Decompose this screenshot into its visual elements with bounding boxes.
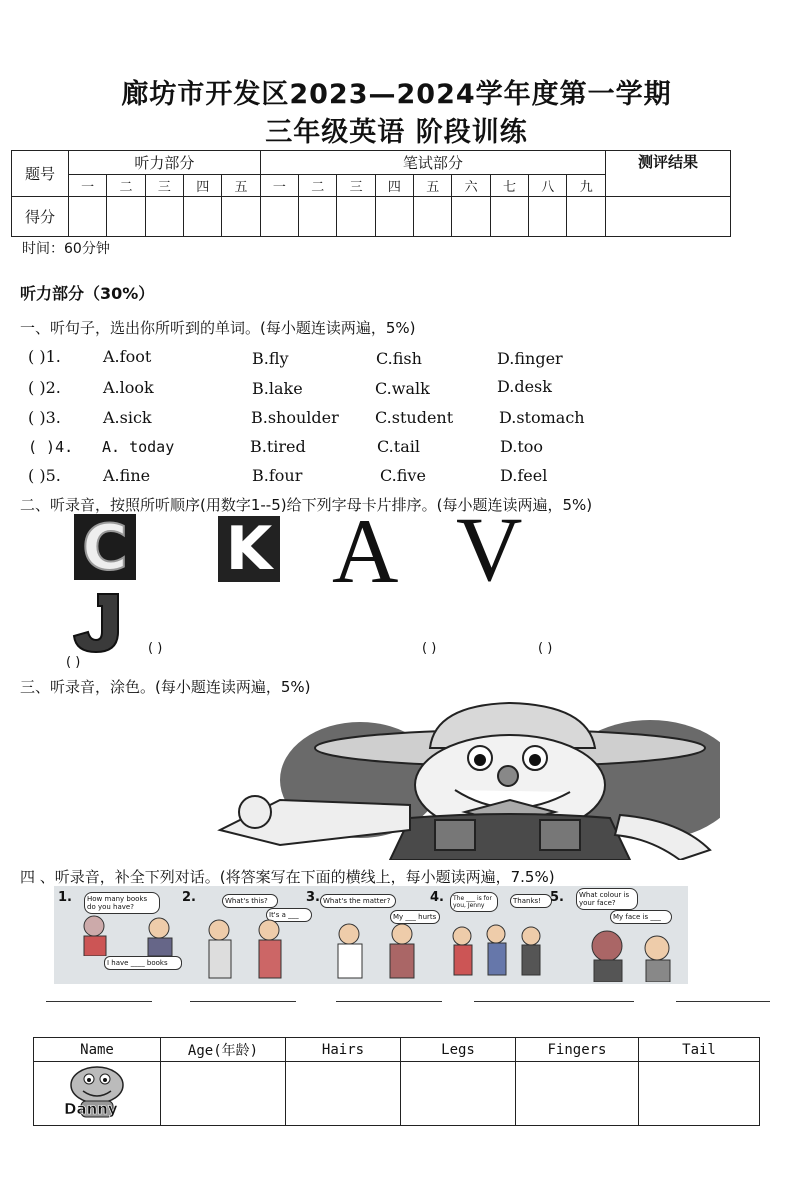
q3-number: ( )3.: [28, 408, 61, 427]
q4-option-b: B.tired: [250, 437, 306, 456]
letter-card-j: [68, 590, 124, 654]
letter-card-v: V: [456, 498, 523, 600]
score-cell[interactable]: [529, 197, 567, 237]
answer-line-1[interactable]: [46, 1001, 152, 1002]
hairs-cell[interactable]: [286, 1062, 401, 1126]
answer-line-4[interactable]: [474, 1001, 634, 1002]
score-cell[interactable]: [107, 197, 145, 237]
panel-1-people-icon: [74, 914, 184, 956]
score-cell[interactable]: [567, 197, 606, 237]
q2-option-d: D.desk: [497, 377, 552, 396]
answer-blank-c[interactable]: ( ): [148, 641, 163, 656]
score-cell[interactable]: [184, 197, 222, 237]
header-name: Name: [34, 1038, 161, 1062]
letter-k-text: K: [225, 514, 273, 584]
answer-blank-j[interactable]: ( ): [66, 655, 81, 670]
score-cell[interactable]: [490, 197, 528, 237]
answer-blank-v[interactable]: ( ): [538, 641, 553, 656]
danny-label: Danny: [64, 1100, 118, 1118]
score-cell[interactable]: [337, 197, 375, 237]
panel-2-bubble-answer: It's a ___: [266, 908, 312, 922]
panel-1-number: 1.: [58, 890, 72, 905]
col-w1: 一: [260, 175, 298, 197]
q5-number: ( )5.: [28, 466, 61, 485]
q3-option-d: D.stomach: [499, 408, 585, 427]
q4-option-c: C.tail: [377, 437, 420, 456]
answer-line-3[interactable]: [336, 1001, 442, 1002]
col-w3: 三: [337, 175, 375, 197]
q2-number: ( )2.: [28, 378, 61, 397]
header-legs: Legs: [401, 1038, 516, 1062]
age-cell[interactable]: [161, 1062, 286, 1126]
panel-2-bubble-question: What's this?: [222, 894, 278, 908]
tail-cell[interactable]: [639, 1062, 760, 1126]
panel-2-people-icon: [199, 916, 309, 980]
col-w8: 八: [529, 175, 567, 197]
score-cell[interactable]: [260, 197, 298, 237]
clown-picture[interactable]: [210, 700, 720, 860]
fingers-cell[interactable]: [516, 1062, 639, 1126]
q1-option-b: B.fly: [252, 349, 289, 368]
score-cell[interactable]: [222, 197, 260, 237]
panel-5-people-icon: [582, 926, 682, 982]
letter-card-k: [218, 516, 280, 582]
q4-option-a: A. today: [102, 438, 175, 456]
clown-icon: [210, 700, 720, 860]
q2-option-b: B.lake: [252, 379, 303, 398]
q5-option-c: C.five: [380, 466, 426, 485]
col-w2: 二: [299, 175, 337, 197]
q1-option-c: C.fish: [376, 349, 422, 368]
score-cell[interactable]: [299, 197, 337, 237]
letter-card-a: A: [332, 500, 399, 602]
time-note: 时间：60分钟: [22, 241, 110, 257]
panel-2-number: 2.: [182, 890, 196, 905]
q1-option-a: A.foot: [103, 347, 152, 366]
section3-heading: 三、听录音，涂色。(每小题连读两遍，5%): [20, 678, 311, 696]
animal-info-table: [33, 1037, 760, 1126]
danny-cell: [34, 1062, 161, 1126]
score-cell[interactable]: [414, 197, 452, 237]
score-cell[interactable]: [145, 197, 183, 237]
letter-c-text: C: [82, 510, 128, 584]
panel-4-number: 4.: [430, 890, 444, 905]
panel-3-number: 3.: [306, 890, 320, 905]
header-hairs: Hairs: [286, 1038, 401, 1062]
page-title-line2: 三年级英语 阶段训练: [265, 117, 528, 148]
legs-cell[interactable]: [401, 1062, 516, 1126]
col-w7: 七: [490, 175, 528, 197]
result-cell[interactable]: [606, 197, 731, 237]
dialogue-comic-strip: [54, 886, 688, 984]
q2-option-c: C.walk: [375, 379, 430, 398]
panel-4-people-icon: [446, 922, 556, 980]
panel-4-bubble-question: The ___ is for you, Jenny: [450, 892, 498, 912]
q5-option-b: B.four: [252, 466, 303, 485]
header-age: Age(年龄): [161, 1038, 286, 1062]
q5-option-a: A.fine: [103, 466, 151, 485]
panel-4-bubble-answer: Thanks!: [510, 894, 552, 908]
panel-5-bubble-question: What colour is your face?: [576, 888, 638, 910]
answer-line-2[interactable]: [190, 1001, 296, 1002]
section2-heading: 二、听录音，按照所听顺序(用数字1--5)给下列字母卡片排序。(每小题连读两遍，5%): [20, 496, 593, 514]
col-l4: 四: [184, 175, 222, 197]
group-writing: 笔试部分: [260, 151, 605, 175]
panel-3-people-icon: [324, 920, 434, 980]
section1-heading: 一、听句子，选出你所听到的单词。(每小题连读两遍，5%): [20, 319, 416, 337]
section4-heading: 四 、听录音，补全下列对话。(将答案写在下面的横线上，每小题读两遍，7.5%): [20, 868, 555, 886]
panel-3-bubble-question: What's the matter?: [320, 894, 396, 908]
answer-blank-a[interactable]: ( ): [422, 641, 437, 656]
panel-5-number: 5.: [550, 890, 564, 905]
score-table: [11, 150, 731, 237]
q5-option-d: D.feel: [500, 466, 548, 485]
header-fingers: Fingers: [516, 1038, 639, 1062]
col-w5: 五: [414, 175, 452, 197]
page-title-line1: 廊坊市开发区2023—2024学年度第一学期: [121, 79, 672, 110]
col-l1: 一: [69, 175, 107, 197]
label-question-number: 题号: [12, 151, 69, 197]
panel-1-bubble-answer: I have ____ books: [104, 956, 182, 970]
col-l2: 二: [107, 175, 145, 197]
col-l5: 五: [222, 175, 260, 197]
letter-card-c: [74, 510, 136, 584]
letter-j-shape: [68, 590, 124, 654]
score-cell[interactable]: [452, 197, 490, 237]
col-w4: 四: [375, 175, 413, 197]
answer-line-5[interactable]: [676, 1001, 770, 1002]
q3-option-b: B.shoulder: [251, 408, 339, 427]
col-w6: 六: [452, 175, 490, 197]
panel-5-bubble-answer: My face is ___: [610, 910, 672, 924]
q2-option-a: A.look: [103, 378, 154, 397]
q3-option-a: A.sick: [103, 408, 152, 427]
score-cell[interactable]: [69, 197, 107, 237]
col-w9: 九: [567, 175, 606, 197]
score-cell[interactable]: [375, 197, 413, 237]
group-listening: 听力部分: [69, 151, 261, 175]
col-l3: 三: [145, 175, 183, 197]
q4-option-d: D.too: [500, 437, 544, 456]
label-score: 得分: [12, 197, 69, 237]
q1-option-d: D.finger: [497, 349, 563, 368]
panel-1-bubble-question: How many books do you have?: [84, 892, 160, 914]
group-result: 测评结果: [606, 151, 731, 197]
q1-number: ( )1.: [28, 347, 61, 366]
q3-option-c: C.student: [375, 408, 454, 427]
q4-number: ( )4.: [28, 438, 74, 456]
listening-heading: 听力部分（30%）: [20, 284, 155, 303]
panel-3-bubble-answer: My ___ hurts: [390, 910, 440, 924]
header-tail: Tail: [639, 1038, 760, 1062]
